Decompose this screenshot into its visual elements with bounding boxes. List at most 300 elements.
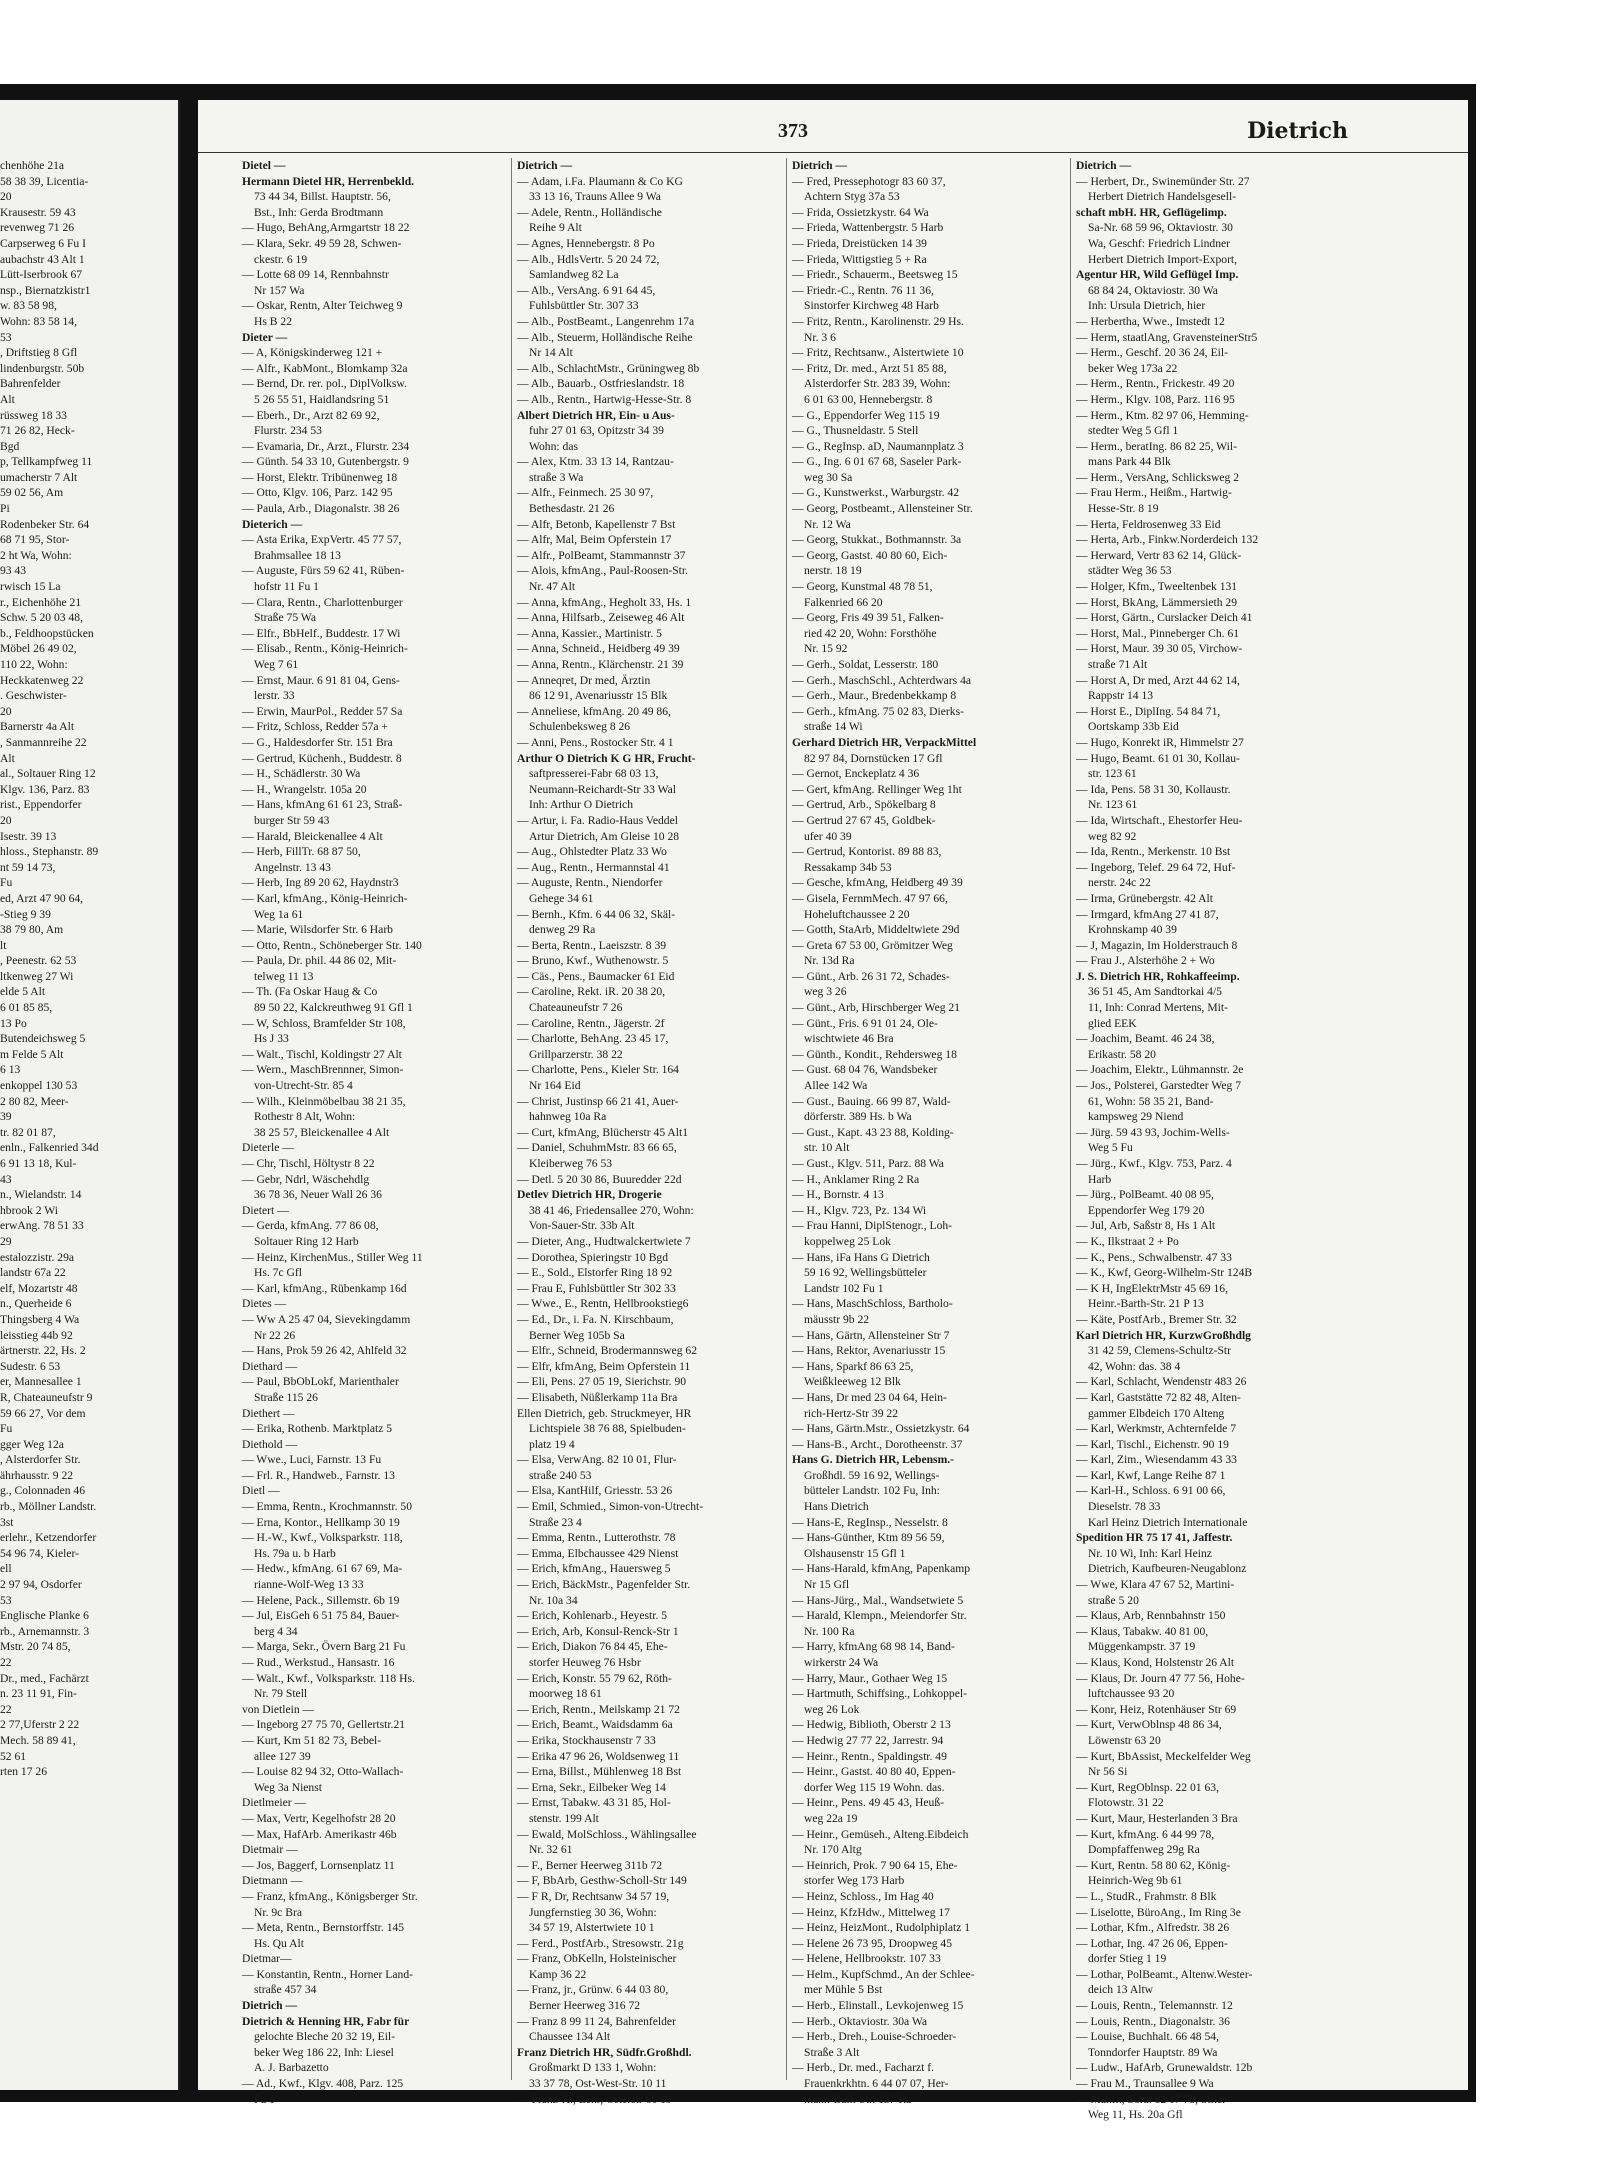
directory-entry: Heinrich-Weg 9b 61 [1088,1874,1183,1888]
directory-entry: 82 97 84, Dornstücken 17 Gfl [804,751,943,765]
directory-entry: — Louise 82 94 32, Otto-Wallach- [242,1765,404,1779]
directory-entry: Nr. 32 61 [529,1843,573,1857]
left-page-line: 6 91 13 18, Kul- [0,1157,77,1170]
directory-entry: Nr. 10 Wi, Inh: Karl Heinz [1088,1546,1212,1560]
left-page-line: r., Eichenhöhe 21 [0,595,82,609]
directory-entry: — G., Haldesdorfer Str. 151 Bra [242,735,393,749]
left-page-line: Wohn: 83 58 14, [0,314,78,328]
left-page-line: Klgv. 136, Parz. 83 [0,782,90,796]
directory-entry: — Hugo, Konrekt iR, Himmelstr 27 [1076,735,1244,749]
left-page-line: n., Wielandstr. 14 [0,1188,82,1202]
directory-entry: — Erna, Sekr., Eilbeker Weg 14 [517,1780,666,1794]
directory-entry: 68 84 24, Oktaviostr. 30 Wa [1088,283,1218,297]
directory-entry: Diethard — [242,1359,298,1373]
left-page-line: 6 13 [0,1063,21,1077]
directory-entry: — Herta, Feldrosenweg 33 Eid [1076,517,1221,531]
directory-entry: — W, Schloss, Bramfelder Str 108, [242,1016,406,1030]
directory-page [198,100,1468,2122]
directory-entry: Nr 56 Si [1088,1765,1128,1779]
directory-entry: Straße 75 Wa [254,611,316,625]
directory-entry: — Erna, Billst., Mühlenweg 18 Bst [517,1765,682,1779]
directory-entry: lerstr. 33 [254,689,295,703]
directory-entry: — H., Wrangelstr. 105a 20 [242,782,367,796]
directory-entry: — Günt., Arb, Hirschberger Weg 21 [792,1001,961,1015]
directory-entry: — Gertrud, Kontorist. 89 88 83, [792,845,942,859]
directory-entry: — Dorothea, Spieringstr 10 Bgd [517,1250,669,1264]
directory-entry: — Asta Erika, ExpVertr. 45 77 57, [242,533,402,547]
directory-entry: — Erwin, MaurPol., Redder 57 Sa [242,704,403,718]
directory-entry: — Klaus, Kond, Holstenstr 26 Alt [1076,1656,1235,1669]
directory-entry: Heinr.-Barth-Str. 21 P 13 [1088,1297,1204,1311]
directory-column-3 [792,158,1072,2107]
directory-entry: — Elisab., Rentn., König-Heinrich- [242,642,408,656]
directory-entry: — Elfr., BbHelf., Buddestr. 17 Wi [242,626,401,640]
directory-entry: Chaussee 134 Alt [529,2030,611,2044]
left-page-line: chenhöhe 21a [0,159,65,172]
directory-entry: — Jürg. 59 43 93, Jochim-Wells- [1076,1125,1230,1139]
directory-entry: — Friedr.-C., Rentn. 76 11 36, [792,283,934,297]
directory-entry: — G., Eppendorfer Weg 115 19 [792,408,940,422]
directory-entry: Olshausenstr 15 Gfl 1 [804,1546,906,1560]
directory-entry: — Gust., Kapt. 43 23 88, Kolding- [792,1125,954,1139]
directory-entry: — Elfr., Schneid, Brodermannsweg 62 [517,1344,697,1358]
directory-entry: Diethert — [242,1406,295,1420]
left-page-line: 2 97 94, Osdorfer [0,1578,82,1592]
directory-entry: straße 240 53 [529,1468,592,1482]
directory-entry: — Joachim, Beamt. 46 24 38, [1076,1032,1215,1046]
directory-entry: — Bernd, Dr. rer. pol., DiplVolksw. [242,377,407,391]
directory-entry: — Erich, Kohlenarb., Heyestr. 5 [517,1609,668,1623]
directory-entry: — Curt, kfmAng, Blücherstr 45 Alt1 [517,1125,688,1139]
left-page-line: Rodenbeker Str. 64 [0,517,90,531]
directory-entry: — Hans, Rektor, Avenariusstr 15 [792,1344,946,1358]
directory-entry: — Alfr., PolBeamt, Stammannstr 37 [517,548,686,562]
directory-entry: Nr. 15 92 [804,642,848,656]
directory-entry: Nr. 100 Ra [804,1624,855,1638]
left-page-line: R, Chateauneufstr 9 [0,1390,93,1404]
page-number: 373 [778,120,808,142]
directory-entry: Spedition HR 75 17 41, Jaffestr. [1076,1531,1233,1545]
directory-entry: — Emma, Rentn., Krochmannstr. 50 [242,1500,413,1514]
directory-entry: — Gotth, StaArb, Middeltwiete 29d [792,923,960,937]
directory-entry: — Alfr., Feinmech. 25 30 97, [517,486,654,500]
directory-entry: allee 127 39 [254,1749,311,1763]
left-page-line: Barnerstr 4a Alt [0,720,75,734]
directory-entry: — Horst, Maur. 39 30 05, Virchow- [1076,642,1243,656]
directory-entry: mer Mühle 5 Bst [804,1983,883,1997]
left-page-line: rb., Arnemannstr. 3 [0,1624,90,1638]
directory-entry: — Alb., HdlsVertr. 5 20 24 72, [517,252,660,266]
directory-entry: — Hans, iFa Hans G Dietrich [792,1250,930,1264]
directory-entry: — Erich, Konstr. 55 79 62, Röth- [517,1671,672,1685]
directory-entry: — Konstantin, Rentn., Horner Land- [242,1967,413,1981]
directory-entry: — Erika, Stockhausenstr 7 33 [517,1733,656,1747]
directory-entry: — Gerh., MaschSchl., Achterdwars 4a [792,673,972,687]
directory-entry: — Kurt, BbAssist, Meckelfelder Weg [1076,1749,1251,1763]
left-page-line: 22 [0,1656,12,1669]
left-page-line: ärtnerstr. 22, Hs. 2 [0,1344,86,1358]
left-page-line: Mech. 58 89 41, [0,1733,76,1747]
left-page-line: lt [0,938,7,952]
directory-entry: — Wwe., E., Rentn, Hellbrookstieg6 [517,1297,689,1311]
left-page-line: p, Tellkampfweg 11 [0,455,93,469]
directory-entry: — Bernh., Kfm. 6 44 06 32, Skäl- [517,907,676,921]
directory-entry: — Friedr., Schauerm., Beetsweg 15 [792,268,958,282]
directory-entry: Franz Dietrich HR, Südfr.Großhdl. [517,2045,692,2059]
directory-entry: — Kurt, VerwOblnsp 48 86 34, [1076,1718,1222,1732]
directory-entry: gammer Elbdeich 170 Alteng [1088,1406,1225,1420]
directory-entry: luftchaussee 93 20 [1088,1687,1175,1701]
directory-entry: — Anna, kfmAng., Hegholt 33, Hs. 1 [517,595,692,609]
directory-entry: — Manfr., Sold. 82 17 78, Stiler [1076,2092,1227,2106]
directory-entry: kampsweg 29 Niend [1088,1110,1184,1124]
directory-entry: Harb [1088,1172,1112,1186]
left-page-line: elde 5 Alt [0,985,46,999]
directory-entry: Nr. 79 Stell [254,1687,308,1701]
directory-entry: denweg 29 Ra [529,923,596,937]
directory-entry: — Clara, Rentn., Charlottenburger [242,595,403,609]
directory-entry: Herbert Dietrich Handelsgesell- [1088,190,1237,204]
directory-entry: Samlandweg 82 La [529,268,619,282]
directory-entry: — Erich, Rentn., Meilskamp 21 72 [517,1702,680,1716]
directory-entry: Dietes — [242,1297,287,1311]
directory-entry: — Herb, Ing 89 20 62, Haydnstr3 [242,876,399,890]
directory-entry: — Jos, Baggerf, Lornsenplatz 11 [242,1858,395,1872]
directory-entry: Hans Dietrich [804,1500,869,1514]
left-page-line: enkoppel 130 53 [0,1079,78,1093]
directory-entry: Nr 157 Wa [254,283,305,297]
directory-entry: Sinstorfer Kirchweg 48 Harb [804,299,939,313]
directory-entry: — Horst A, Dr med, Arzt 44 62 14, [1076,673,1240,687]
left-page-line: Bgd [0,439,20,453]
directory-entry: Dompfaffenweg 29g Ra [1088,1843,1200,1857]
directory-entry: — Frau Hanni, DiplStenogr., Loh- [792,1219,953,1233]
directory-entry: 36 78 36, Neuer Wall 26 36 [254,1188,382,1202]
left-page-line: rüssweg 18 33 [0,408,67,422]
directory-entry: — Ernst, Maur. 6 91 81 04, Gens- [242,673,400,687]
directory-entry: — Ewald, MolSchloss., Wählingsallee [517,1827,697,1841]
left-page-line: 2 ht Wa, Wohn: [0,548,72,562]
directory-entry: nerstr. 18 19 [804,564,862,578]
left-page-line: 22 [0,1702,12,1716]
directory-entry: — Horst, Gärtn., Curslacker Deich 41 [1076,611,1253,625]
directory-entry: straße 71 Alt [1088,658,1148,671]
directory-entry: beker Weg 173a 22 [1088,361,1178,375]
directory-entry: Dietl — [242,1484,280,1498]
left-page-line: 13 Po [0,1016,27,1030]
directory-entry: Dietert — [242,1203,289,1217]
directory-entry: — Charlotte, Pens., Kieler Str. 164 [517,1063,679,1077]
directory-entry: Großhdl. 59 16 92, Wellings- [804,1468,940,1482]
directory-entry: — Karl, Zim., Wiesendamm 43 33 [1076,1453,1237,1467]
left-page-line: 52 61 [0,1749,27,1763]
directory-entry: — Hans, Dr med 23 04 64, Hein- [792,1390,947,1404]
directory-entry: — Marga, Sekr., Övern Barg 21 Fu [242,1640,406,1654]
directory-entry: Sa-Nr. 68 59 96, Oktaviostr. 30 [1088,221,1233,235]
directory-entry: — Georg, Fris 49 39 51, Falken- [792,611,944,625]
directory-entry: str. 10 Alt [804,1141,850,1155]
directory-entry: Bst., Inh: Gerda Brodtmann [254,205,384,219]
directory-entry: weg 22a 19 [804,1811,858,1825]
directory-entry: Weg 11, Hs. 20a Gfl [1088,2108,1183,2122]
left-page-line: 54 96 74, Kieler- [0,1546,79,1560]
directory-entry: — Frau E, Fuhlsbüttler Str 302 33 [517,1281,676,1295]
directory-entry: Angelnstr. 13 43 [254,860,331,874]
directory-entry: mann-Balk-Str. 137 Ra [804,2092,912,2106]
left-page-line: Pi [0,502,10,516]
directory-entry: Oortskamp 33b Eid [1088,720,1179,734]
directory-entry: Straße 23 4 [529,1515,582,1529]
directory-entry: — Erika 47 96 26, Woldsenweg 11 [517,1749,680,1763]
directory-entry: — Joachim, Elektr., Lühmannstr. 2e [1076,1063,1244,1077]
left-page-line: 59 66 27, Vor dem [0,1406,86,1420]
directory-entry: — Franz, jr., Grünw. 6 44 03 80, [517,1983,669,1997]
directory-entry: Nr 14 Alt [529,346,573,360]
directory-entry: straße 14 Wi [804,720,863,734]
directory-entry: — Herm, staatlAng, GravensteinerStr5 [1076,330,1258,344]
directory-entry: — Franz 8 99 11 24, Bahrenfelder [517,2014,676,2028]
directory-entry: — Hans, Gärtn, Allensteiner Str 7 [792,1328,950,1342]
directory-entry: — Erich, Arb, Konsul-Renck-Str 1 [517,1624,679,1638]
directory-entry: — G., RegInsp. aD, Naumannplatz 3 [792,439,964,453]
directory-entry: — Karl-H., Schloss. 6 91 00 66, [1076,1484,1226,1498]
directory-entry: von-Utrecht-Str. 85 4 [254,1079,353,1093]
left-page-line: 53 [0,330,12,344]
left-page-line: Schw. 5 20 03 48, [0,611,83,625]
directory-entry: Kamp 36 22 [529,1967,587,1981]
directory-entry: — H., Klgv. 723, Pz. 134 Wi [792,1203,927,1217]
left-page-line: n. 23 11 91, Fin- [0,1687,77,1701]
directory-entry: — Hedw., kfmAng. 61 67 69, Ma- [242,1562,403,1576]
directory-entry: — Frieda, Dreistücken 14 39 [792,236,927,250]
directory-entry: — K H, IngElektrMstr 45 69 16, [1076,1281,1228,1295]
left-page-line: n., Querheide 6 [0,1297,72,1311]
directory-entry: storfer Weg 173 Harb [804,1874,905,1888]
directory-entry: — Klaus, Dr. Journ 47 77 56, Hohe- [1076,1671,1245,1685]
directory-entry: — G., Kunstwerkst., Warburgstr. 42 [792,486,960,500]
directory-entry: — Herm., beratIng. 86 82 25, Wil- [1076,439,1237,453]
directory-entry: — Fritz, Rentn., Karolinenstr. 29 Hs. [792,314,964,328]
directory-entry: storfer Heuweg 76 Hsbr [529,1656,641,1669]
directory-entry: Gehege 34 61 [529,891,594,905]
left-page-line: hbrook 2 Wi [0,1203,58,1217]
directory-entry: — Walt., Kwf., Volksparkstr. 118 Hs. [242,1671,415,1685]
left-page-line: nt 59 14 73, [0,860,56,874]
directory-entry: — Gerh., kfmAng. 75 02 83, Dierks- [792,704,964,718]
left-page-line: rist., Eppendorfer [0,798,82,812]
directory-entry: — Ernst, Tabakw. 43 31 85, Hol- [517,1796,671,1810]
directory-entry: — Th. (Fa Oskar Haug & Co [242,985,378,999]
left-page-line: m Felde 5 Alt [0,1047,64,1061]
directory-entry: — F., Berner Heerweg 311b 72 [517,1858,663,1872]
directory-entry: — H., Schädlerstr. 30 Wa [242,767,361,781]
directory-entry: — Karl, Tischl., Eichenstr. 90 19 [1076,1437,1229,1451]
directory-entry: — Louis, Rentn., Diagonalstr. 36 [1076,2014,1230,2028]
directory-entry: — Erich, Beamt., Waidsdamm 6a [517,1718,673,1732]
directory-entry: — Herm., Geschf. 20 36 24, Eil- [1076,346,1228,360]
directory-entry: Dietmann — [242,1874,303,1888]
directory-entry: — Alb., Steuerm, Holländische Reihe [517,330,693,344]
directory-entry: — Helene, Pack., Sillemstr. 6b 19 [242,1593,400,1607]
directory-entry: — Herb., Elinstall., Levkojenweg 15 [792,1999,964,2013]
left-page-line: Alt [0,392,15,406]
directory-entry: — Frieda, Wattenbergstr. 5 Harb [792,221,944,235]
directory-entry: ckestr. 6 19 [254,252,308,266]
directory-entry: Lichtspiele 38 76 88, Spielbuden- [529,1422,686,1436]
directory-entry: weg 3 26 [804,985,847,999]
directory-entry: Fuhlsbüttler Str. 307 33 [529,299,639,313]
left-page-line: 6 01 85 85, [0,1001,53,1015]
left-page-line: ährhausstr. 9 22 [0,1468,74,1482]
directory-entry: 34 57 19, Alstertwiete 10 1 [529,1921,655,1935]
left-page-line: Isestr. 39 13 [0,829,57,843]
left-page-line: 2 80 82, Meer- [0,1094,69,1108]
directory-entry: — Lotte 68 09 14, Rennbahnstr [242,268,389,282]
left-page-line: 59 02 56, Am [0,486,64,500]
directory-entry: — Herb., Oktaviostr. 30a Wa [792,2014,928,2028]
directory-entry: — Anna, Hilfsarb., Zeiseweg 46 Alt [517,611,685,625]
directory-entry: — Herm., Ktm. 82 97 06, Hemming- [1076,408,1249,422]
directory-entry: — Kurt, Rentn. 58 80 62, König- [1076,1858,1231,1872]
directory-entry: — Oskar, Rentn, Alter Teichweg 9 [242,299,403,313]
directory-entry: — Gerh., Maur., Bredenbekkamp 8 [792,689,957,703]
left-page-line: Sudestr. 6 53 [0,1359,61,1373]
directory-entry: — Herm., Klgv. 108, Parz. 116 95 [1076,392,1235,406]
directory-entry: — Hans, Gärtn.Mstr., Ossietzkystr. 64 [792,1422,970,1436]
directory-entry: — Cäs., Pens., Baumacker 61 Eid [517,969,675,983]
left-page-line: 20 [0,190,12,204]
directory-entry: saftpresserei-Fabr 68 03 13, [529,767,659,781]
directory-entry: — Gust. 68 04 76, Wandsbeker [792,1063,938,1077]
left-page-line: 2 77,Uferstr 2 22 [0,1718,80,1732]
directory-entry: Achtern Styg 37a 53 [804,190,900,204]
directory-entry: — Eberh., Dr., Arzt 82 69 92, [242,408,380,422]
directory-entry: — Fred, Pressephotogr 83 60 37, [792,174,946,188]
directory-entry: — Otto, Klgv. 106, Parz. 142 95 [242,486,393,500]
left-page-column [0,158,178,1780]
directory-entry: stenstr. 199 Alt [529,1811,599,1825]
directory-entry: Nr. 9c Bra [254,1905,302,1919]
directory-entry: — Ww A 25 47 04, Sievekingdamm [242,1312,411,1326]
directory-entry: — Herbert, Dr., Swinemünder Str. 27 [1076,174,1250,188]
directory-entry: Allee 142 Wa [804,1079,868,1093]
directory-entry: — Fritz, Schloss, Redder 57a + [242,720,388,734]
directory-entry: Albert Dietrich HR, Ein- u Aus- [517,408,675,422]
directory-entry: — H., Anklamer Ring 2 Ra [792,1172,920,1186]
directory-entry: — Fritz, Dr. med., Arzt 51 85 88, [792,361,947,375]
directory-entry: Hs B 22 [254,314,293,328]
directory-entry: Weg 1a 61 [254,907,304,921]
directory-column-4 [1076,158,1356,2123]
directory-entry: — Kurt, kfmAng. 6 44 99 78, [1076,1827,1215,1841]
directory-entry: — Gerh., Soldat, Lesserstr. 180 [792,658,939,671]
directory-entry: schaft mbH. HR, Geflügelimp. [1076,205,1227,219]
directory-entry: — L., StudR., Frahmstr. 8 Blk [1076,1889,1217,1903]
directory-entry: Gerhard Dietrich HR, VerpackMittel [792,735,977,749]
directory-entry: Weg 7 61 [254,658,299,671]
left-page-line: Carpserweg 6 Fu I [0,236,86,250]
left-page-line: nsp., Biernatzkistr1 [0,283,91,297]
directory-entry: — Hedwig 27 77 22, Jarrestr. 94 [792,1733,944,1747]
directory-entry: Jungfernstieg 30 36, Wohn: [529,1905,657,1919]
directory-entry: — Lothar, PolBeamt., Altenw.Wester- [1076,1967,1253,1981]
directory-entry: — Heinz, Schloss., Im Hag 40 [792,1889,934,1903]
directory-entry: — Marie, Wilsdorfer Str. 6 Harb [242,923,393,937]
directory-entry: Straße 115 26 [254,1390,318,1404]
left-page-line: , Alsterdorfer Str. [0,1453,81,1467]
directory-entry: Nr. 10a 34 [529,1593,578,1607]
directory-entry: — Gertrud, Küchenh., Buddestr. 8 [242,751,402,765]
directory-entry: — G., Thusneldastr. 5 Stell [792,424,919,438]
directory-entry: — Anna, Schneid., Heidberg 49 39 [517,642,680,656]
left-page-line: , Driftstieg 8 Gfl [0,346,78,360]
directory-entry: Rappstr 14 13 [1088,689,1154,703]
directory-entry: — Käte, PostfArb., Bremer Str. 32 [1076,1312,1237,1326]
directory-entry: — Erich, BäckMstr., Pagenfelder Str. [517,1578,691,1592]
directory-entry: — Jürg., PolBeamt. 40 08 95, [1076,1188,1214,1202]
directory-entry: — Chr, Tischl, Höltystr 8 22 [242,1157,375,1170]
directory-entry: nerstr. 24c 22 [1088,876,1151,890]
directory-entry: Dieter — [242,330,288,344]
directory-entry: — Emma, Elbchaussee 429 Nienst [517,1546,679,1560]
directory-entry: Reihe 9 Alt [529,221,582,235]
left-page-line: Lütt-Iserbrook 67 [0,268,83,282]
directory-entry: weg 82 92 [1088,829,1137,843]
directory-entry: — Wilh., Kleinmöbelbau 38 21 35, [242,1094,406,1108]
directory-entry: — Caroline, Rekt. iR. 20 38 20, [517,985,666,999]
directory-entry: 33 37 78, Ost-West-Str. 10 11 [529,2077,667,2091]
directory-entry: rich-Hertz-Str 39 22 [804,1406,899,1420]
directory-entry: wirkerstr 24 Wa [804,1656,879,1669]
left-page-line: ltkenweg 27 Wi [0,969,74,983]
directory-entry: — Frau J., Alsterhöhe 2 + Wo [1076,954,1215,968]
directory-entry: — K., Kwf, Georg-Wilhelm-Str 124B [1076,1266,1253,1280]
directory-entry: — Herm., Rentn., Frickestr. 49 20 [1076,377,1235,391]
left-page-line: 53 [0,1593,12,1607]
directory-entry: Dietmar— [242,1952,292,1966]
directory-entry: Soltauer Ring 12 Harb [254,1234,359,1248]
directory-entry: 38 41 46, Friedensallee 270, Wohn: [529,1203,694,1217]
directory-entry: Herbert Dietrich Import-Export, [1088,252,1238,266]
directory-entry: — Elisabeth, Nüßlerkamp 11a Bra [517,1390,678,1404]
running-head: Dietrich [1247,118,1348,144]
directory-entry: — Jul, EisGeh 6 51 75 84, Bauer- [242,1609,400,1623]
directory-entry: von Dietlein — [242,1702,315,1716]
directory-entry: Fu 1 [254,2092,275,2106]
directory-entry: — Gert, kfmAng. Rellinger Weg 1ht [792,782,962,796]
directory-entry: Großmarkt D 133 1, Wohn: [529,2061,657,2075]
directory-entry: Nr. 13d Ra [804,954,855,968]
directory-entry: — Hans-Harald, kfmAng, Papenkamp [792,1562,971,1576]
left-page-line: , Sanmannreihe 22 [0,735,87,749]
directory-entry: — Hans, Prok 59 26 42, Ahlfeld 32 [242,1344,407,1358]
directory-entry: Detlev Dietrich HR, Drogerie [517,1188,662,1202]
directory-entry: Kleiberweg 76 53 [529,1157,613,1170]
left-page-line: Butendeichsweg 5 [0,1032,86,1046]
directory-entry: — Franz, ObKelln, Holsteinischer [517,1952,677,1966]
directory-entry: — Anna, Rentn., Klärchenstr. 21 39 [517,658,684,671]
directory-entry: — Meta, Rentn., Bernstorffstr. 145 [242,1921,405,1935]
directory-entry: 31 42 59, Clemens-Schultz-Str [1088,1344,1231,1358]
left-page-line: 3st [0,1515,14,1529]
directory-entry: Hoheluftchaussee 2 20 [804,907,910,921]
directory-entry: — Alfr, Betonb, Kapellenstr 7 Bst [517,517,676,531]
directory-entry: städter Weg 36 53 [1088,564,1172,578]
directory-entry: 38 25 57, Bleickenallee 4 Alt [254,1125,390,1139]
directory-entry: — Daniel, SchuhmMstr. 83 66 65, [517,1141,677,1155]
directory-entry: — Kurt, Km 51 82 73, Bebel- [242,1733,382,1747]
directory-entry: — Alb., Bauarb., Ostfrieslandstr. 18 [517,377,685,391]
